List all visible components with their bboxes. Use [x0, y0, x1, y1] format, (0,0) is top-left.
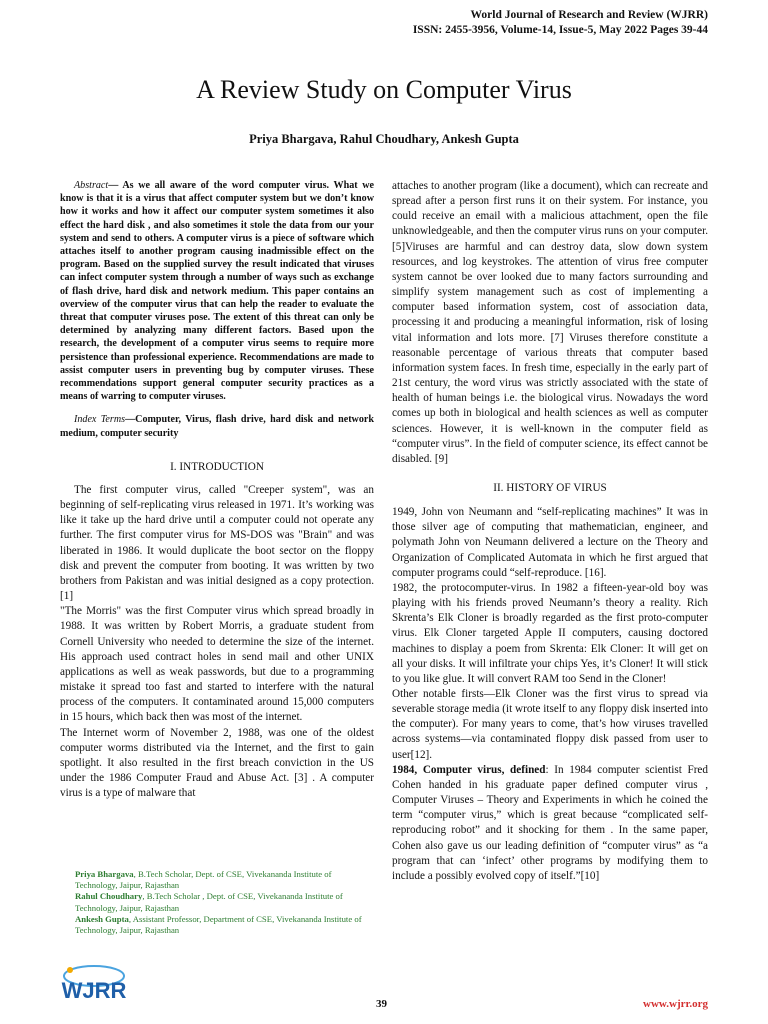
abstract-label: Abstract — [74, 180, 109, 191]
affiliation-entry — [75, 914, 375, 936]
paper-title: A Review Study on Computer Virus — [196, 75, 572, 104]
history-paragraph-text: : In 1984 computer scientist Fred Cohen handed in his graduate paper defined computer virus , Computer Viruses – Theory and Experiments in which he coined the term “computer virus,” which is great because “complicated self-reproducing robot” and it shocking for them . In the same paper, Cohen also gave us our leading definition of “computer virus” as “a program that can ‘infect’ other programs by modifying them to include a possibly evolved copy of itself.”[10] — [392, 763, 708, 882]
logo-text: WJRR — [61, 978, 127, 1003]
journal-name: World Journal of Research and Review (WJRR) — [470, 9, 708, 21]
history-subheading: 1984, Computer virus, defined — [392, 763, 546, 776]
abstract-text: — As we all aware of the word computer virus. What we know is that it is a virus that affect computer system but we don’t know how it works and how it affect our computer system sometimes it also effect the hard disk , and also sometimes it stole the data from our your system and send to others. A computer virus is a piece of software which attaches itself to another program causing inadmissible effect on the program. Based on the supplied survey the result indicated that viruses can infect computer system through a number of ways such as exchange of flash drive, hard disk and network medium. This paper contains an overview of the computer virus that can help the reader to evaluate the threat that computer viruses pose. The extent of this threat can only be determined by analyzing many different factors. Based upon the research, the development of a computer virus seems to require more persistence than professional experience. Recommendations are made to assist computer users in preventing bug by computer viruses. These recommendations support general computer security practices as a means of warring to computer viruses. — [60, 180, 374, 403]
history-paragraph: 1982, the protocomputer-virus. In 1982 a fifteen-year-old boy was playing with his friends proved Neumann’s theory a reality. Rich Skrenta’s Elk Cloner is broadly regarded as the first proto-computer virus. Elk Cloner targeted Apple II computers, causing doctored machines to display a poem from Skrenta: Elk Cloner: It will get on all your disks. It will infiltrate your chips Yes, it’s Cloner! It will stick to you like glue. It will convert RAM too Send in the Cloner! — [392, 581, 708, 685]
journal-url[interactable]: www.wjrr.org — [643, 998, 708, 1010]
section-heading-introduction: I. INTRODUCTION — [170, 460, 264, 473]
affiliation-entry — [75, 869, 375, 891]
affiliation-text: , B.Tech Scholar, Dept. of CSE, Vivekananda Institute of Technology, Jaipur, Rajasthan — [75, 869, 332, 891]
issn-line: ISSN: 2455-3956, Volume-14, Issue-5, May 2022 Pages 39-44 — [412, 24, 708, 36]
index-terms — [60, 413, 374, 439]
section-heading-history: II. HISTORY OF VIRUS — [493, 481, 607, 494]
running-header — [413, 8, 708, 38]
author-affiliations — [75, 869, 375, 936]
intro-paragraph: The first computer virus, called "Creeper system", was an beginning of self-replicating virus released in 1971. It’s working was like it take up the hard drive until a computer could not operate any further. The first computer virus for MS-DOS was "Brain" and was liberated in 1986. It would duplicate the boot sector on the floppy disk and prevent the computer from booting. It was written by two brothers from Pakistan and was initial designed as a copy protection. [1] — [60, 484, 374, 603]
abstract — [60, 179, 374, 403]
affiliation-text: , Assistant Professor, Department of CSE, Vivekananda Institute of Technology, Jaipur, Rajasthan — [75, 913, 362, 936]
history-paragraph: Other notable firsts—Elk Cloner was the first virus to spread via severable storage media (it wrote itself to any floppy disk inserted into the computer). For many years to come, that’s how viruses travelled across systems—via contaminated floppy disk passed from user to user[12]. — [392, 688, 708, 761]
page-number: 39 — [376, 998, 387, 1010]
wjrr-logo — [60, 962, 128, 1006]
history-paragraph: 1949, John von Neumann and “self-replicating machines” It was in those silver age of computing that mathematician, engineer, and polymath John von Neumann delivered a lecture on the Theory and Organization of Complicated Automata in which he first argued that computer programs could “self-reproduce. [16]. — [392, 506, 708, 579]
index-terms-text: —Computer, Virus, flash drive, hard disk and network medium, computer security — [60, 414, 374, 439]
affiliation-entry — [75, 891, 375, 913]
affiliation-name: Ankesh Gupta — [75, 913, 129, 924]
intro-continuation: attaches to another program (like a document), which can recreate and spread after a person first runs it on their system. For instance, you could receive an email with a malicious attachment, open the file unknowledgeable, and then the computer virus runs on your computer. [5]Viruses are harmful and can destroy data, slow down system resources, and log keystrokes. The attention of virus free computer system cannot be over looked due to many factors surrounding and simplify system management such as cost of implementing a computer based information system, cost of association data, processing it and producing a meaningful information, risk of losing vital information and lots more. [7] Viruses therefore constitute a reasonable percentage of various threats that computer based information system faces. In fresh time, especially in the early part of 21st century, the word virus was strictly associated with the state of health of human beings i.e. the biological virus. Nowadays the word comes up both in biological and health sciences as well as computer sciences. However, it is well-known in the computer field as “computer virus”. In the field of computer science, its effect cannot be disabled. [9] — [392, 180, 708, 465]
index-terms-label: Index Terms — [74, 414, 126, 426]
left-column — [60, 179, 374, 801]
affiliation-name: Rahul Choudhary — [75, 891, 143, 902]
intro-paragraph: "The Morris" was the first Computer virus which spread broadly in 1988. It was written by Robert Morris, a graduate student from Cornell University who needed to determine the size of the internet. His approach used contract holes in send mail and other UNIX applications as well as weak passwords, but due to a programming mistake it spread too fast and started to interfere with the natural process of the computers. It contaminated around 15,000 computers in 15 hours, which back then was most of the internet. — [60, 605, 374, 724]
right-column — [392, 179, 708, 884]
history-paragraph — [392, 763, 708, 884]
intro-paragraph: The Internet worm of November 2, 1988, was one of the oldest computer worms distributed via the Internet, and the first to gain spotlight. It also resulted in the first breach conviction in the US under the 1986 Computer Fraud and Abuse Act. [3] . A computer virus is a type of malware that — [60, 726, 374, 800]
affiliation-text: , B.Tech Scholar , Dept. of CSE, Vivekananda Institute of Technology, Jaipur, Rajasthan — [75, 891, 343, 913]
affiliation-name: Priya Bhargava — [75, 869, 134, 879]
author-list: Priya Bhargava, Rahul Choudhary, Ankesh Gupta — [249, 132, 519, 146]
logo-dot — [67, 967, 73, 973]
